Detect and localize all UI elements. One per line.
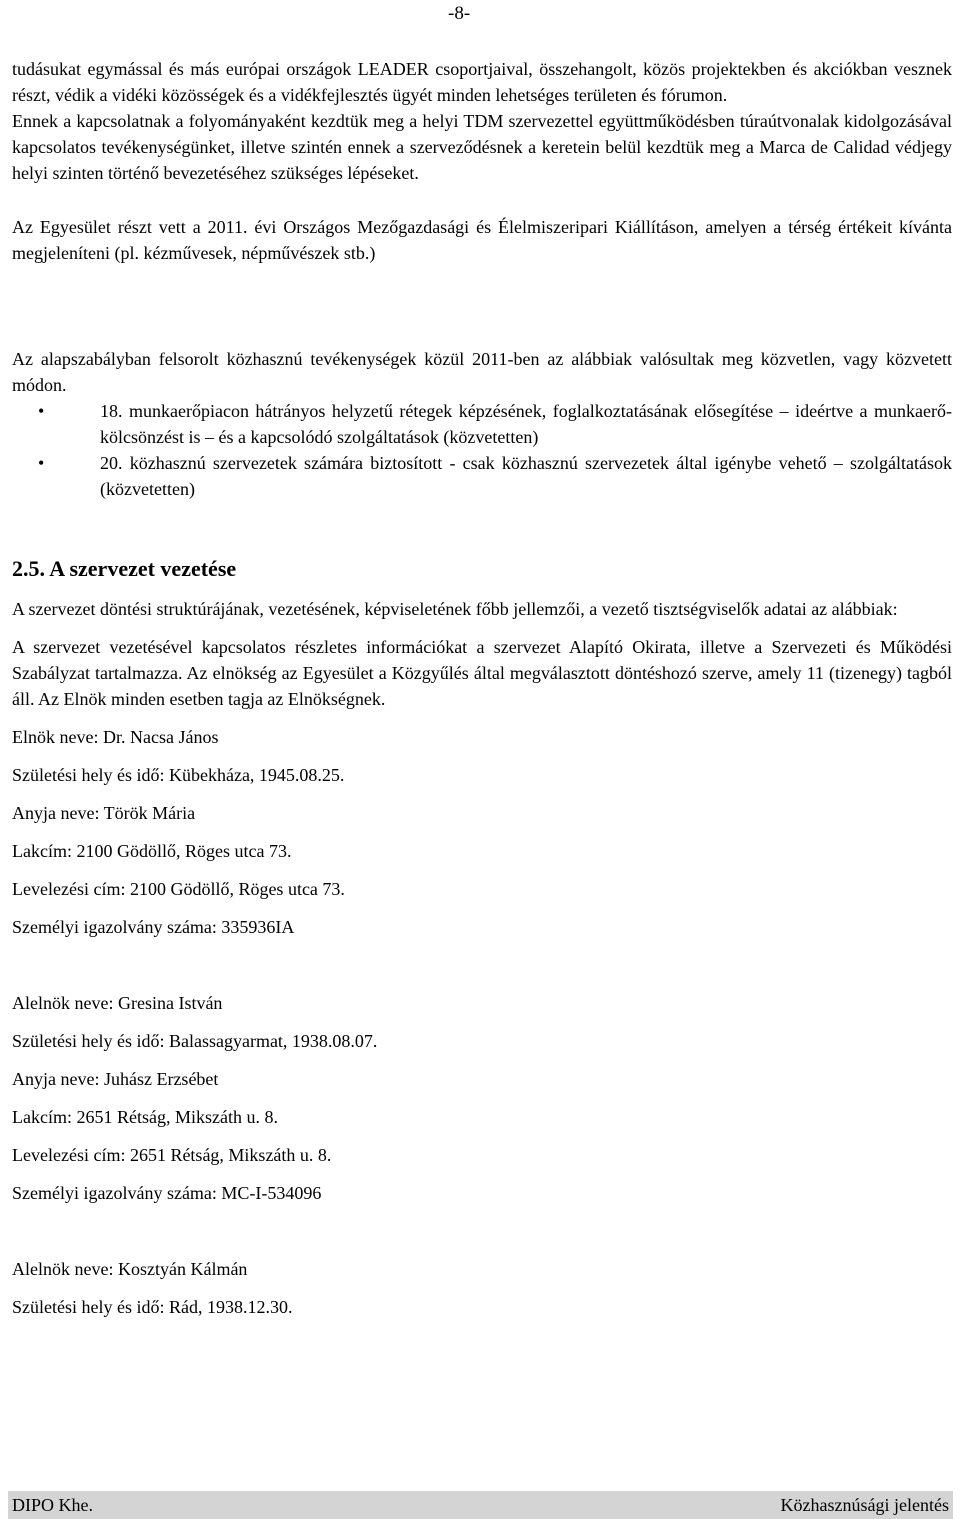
person-address: Lakcím: 2651 Rétság, Mikszáth u. 8. [12, 1107, 278, 1127]
person-mother: Anyja neve: Török Mária [12, 803, 196, 823]
person-id-number: Személyi igazolvány száma: MC-I-534096 [12, 1183, 322, 1203]
paragraph-leader: tudásukat egymással és más európai országok LEADER csoportjaival, összehangolt, közös projektekben és akciókban vesznek részt, védik a vidéki közösségek és a vidékfejlesztés ügyét minden lehetséges területen és fórumon. [12, 59, 952, 105]
person-birth: Születési hely és idő: Rád, 1938.12.30. [12, 1297, 293, 1317]
activity-list [12, 398, 952, 502]
person-birth: Születési hely és idő: Kübekháza, 1945.08.25. [12, 765, 345, 785]
section-heading: 2.5. A szervezet vezetése [12, 556, 237, 581]
page-number: -8- [448, 3, 471, 24]
person-birth: Születési hely és idő: Balassagyarmat, 1938.08.07. [12, 1031, 378, 1051]
section-intro: A szervezet döntési struktúrájának, vezetésének, képviseletének főbb jellemzői, a vezető tisztségviselők adatai az alábbiak: [12, 599, 898, 619]
list-item [12, 398, 952, 450]
list-item-text: 18. munkaerőpiacon hátrányos helyzetű rétegek képzésének, foglalkoztatásának elősegítése – ideértve a munkaerő-kölcsönzést is – és a kapcsolódó szolgáltatások (közvetetten) [100, 401, 952, 447]
person-name: Alelnök neve: Gresina István [12, 993, 223, 1013]
bullet-icon: • [38, 453, 45, 473]
person-mail-address: Levelezési cím: 2100 Gödöllő, Röges utca 73. [12, 879, 345, 899]
bullet-icon: • [38, 401, 45, 421]
paragraph-public-benefit: Az alapszabályban felsorolt közhasznú tevékenységek közül 2011-ben az alábbiak valósultak meg közvetlen, vagy közvetett módon. [12, 349, 952, 395]
document-body [12, 56, 952, 1320]
paragraph-exhibition: Az Egyesület részt vett a 2011. évi Országos Mezőgazdasági és Élelmiszeripari Kiállításon, amelyen a térség értékeit kívánta megjeleníteni (pl. kézművesek, népművészek stb.) [12, 217, 952, 263]
person-vice-president-2 [12, 1256, 952, 1320]
page-footer [8, 1491, 953, 1519]
person-id-number: Személyi igazolvány száma: 335936IA [12, 917, 295, 937]
section-body: A szervezet vezetésével kapcsolatos részletes információkat a szervezet Alapító Okirata, illetve a Szervezeti és Működési Szabályzat tartalmazza. Az elnökség az Egyesület a Közgyűlés által megválasztott döntéshozó szerve, amely 11 (tizenegy) tagból áll. Az Elnök minden esetben tagja az Elnökségnek. [12, 637, 952, 709]
paragraph-tdm: Ennek a kapcsolatnak a folyományaként kezdtük meg a helyi TDM szervezettel együttműködésben túraútvonalak kidolgozásával kapcsolatos tevékenységünket, illetve szintén ennek a szerveződésnek a keretein belül kezdtük meg a Marca de Calidad védjegy helyi szinten történő bevezetéséhez szükséges lépéseket. [12, 111, 952, 183]
person-name: Elnök neve: Dr. Nacsa János [12, 727, 219, 747]
person-address: Lakcím: 2100 Gödöllő, Röges utca 73. [12, 841, 292, 861]
footer-report-title: Közhasznúsági jelentés [780, 1495, 949, 1515]
footer-organization: DIPO Khe. [12, 1495, 93, 1515]
person-mail-address: Levelezési cím: 2651 Rétság, Mikszáth u. 8. [12, 1145, 332, 1165]
person-name: Alelnök neve: Kosztyán Kálmán [12, 1259, 248, 1279]
list-item [12, 450, 952, 502]
person-president [12, 724, 952, 940]
list-item-text: 20. közhasznú szervezetek számára biztosított - csak közhasznú szervezetek által igénybe vehető – szolgáltatások (közvetetten) [100, 453, 952, 499]
person-mother: Anyja neve: Juhász Erzsébet [12, 1069, 219, 1089]
person-vice-president-1 [12, 990, 952, 1206]
